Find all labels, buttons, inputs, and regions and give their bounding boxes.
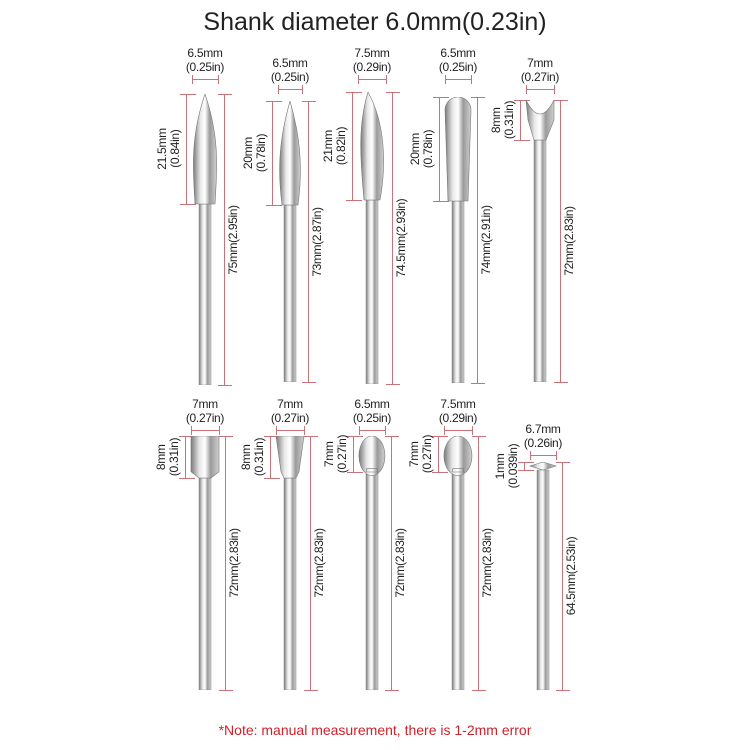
total-length-label: 72mm(2.83in) bbox=[227, 528, 241, 598]
length-tick bbox=[472, 690, 486, 691]
head-height-label bbox=[323, 435, 349, 473]
length-dimension-line bbox=[310, 436, 311, 690]
head-mm: 21.5mm bbox=[155, 128, 169, 170]
flame-bit-icon bbox=[276, 101, 304, 382]
length-dimension-line bbox=[562, 462, 563, 690]
blade-bit-icon bbox=[356, 92, 388, 384]
width-dimension-line bbox=[191, 430, 219, 431]
width-mm-label: 7mm bbox=[192, 397, 218, 411]
length-tick bbox=[386, 384, 400, 385]
width-in-label: (0.25in) bbox=[185, 60, 225, 74]
width-tick bbox=[302, 85, 303, 94]
width-tick bbox=[386, 75, 387, 84]
head-mm: 8mm bbox=[489, 107, 503, 133]
ball-bit-icon bbox=[442, 436, 474, 690]
width-mm-label: 7mm bbox=[277, 397, 303, 411]
length-dimension-line bbox=[225, 436, 226, 690]
round-nose-bit-icon bbox=[443, 97, 473, 383]
width-in-label: (0.25in) bbox=[270, 70, 310, 84]
width-tick bbox=[358, 75, 359, 84]
width-in-label: (0.27in) bbox=[270, 411, 310, 425]
head-dimension-line bbox=[186, 94, 187, 204]
width-mm-label: 6.5mm bbox=[272, 56, 308, 70]
width-tick bbox=[276, 426, 277, 435]
width-dimension-line bbox=[278, 89, 302, 90]
width-dimension-line bbox=[359, 430, 385, 431]
head-height-label bbox=[494, 444, 520, 489]
head-height-label bbox=[490, 101, 516, 139]
disc-bit-icon bbox=[528, 462, 558, 690]
inverted-cone-bit-icon bbox=[274, 436, 306, 690]
width-tick bbox=[556, 451, 557, 460]
length-dimension-line bbox=[308, 101, 309, 382]
length-tick bbox=[556, 462, 570, 463]
width-dimension-line bbox=[358, 79, 386, 80]
length-tick bbox=[218, 94, 232, 95]
cylinder-bit-icon bbox=[189, 436, 221, 690]
width-in-label: (0.26in) bbox=[523, 436, 563, 450]
width-dimension-line bbox=[444, 430, 472, 431]
width-tick bbox=[278, 85, 279, 94]
head-in: (0.31in) bbox=[252, 437, 266, 477]
width-in-label: (0.25in) bbox=[352, 411, 392, 425]
total-length-label: 72mm(2.83in) bbox=[480, 528, 494, 598]
length-tick bbox=[219, 436, 233, 437]
length-tick bbox=[219, 690, 233, 691]
total-length-label: 74.5mm(2.93in) bbox=[394, 198, 408, 278]
length-tick bbox=[304, 436, 318, 437]
width-mm-label: 6.5mm bbox=[187, 46, 223, 60]
width-in-label: (0.27in) bbox=[520, 70, 560, 84]
total-length-label: 73mm(2.87in) bbox=[310, 206, 324, 277]
length-tick bbox=[302, 101, 316, 102]
length-dimension-line bbox=[392, 92, 393, 384]
width-dimension-line bbox=[526, 89, 554, 90]
width-tick bbox=[304, 426, 305, 435]
head-height-label bbox=[155, 438, 181, 476]
total-length-label: 72mm(2.83in) bbox=[312, 528, 326, 598]
head-mm: 20mm bbox=[408, 132, 422, 166]
total-length-label: 64.5mm(2.53in) bbox=[564, 536, 578, 616]
total-length-label: 74mm(2.91in) bbox=[479, 205, 493, 275]
width-dimension-line bbox=[192, 79, 218, 80]
length-dimension-line bbox=[478, 436, 479, 690]
width-mm-label: 6.5mm bbox=[440, 46, 476, 60]
total-length-label: 72mm(2.83in) bbox=[562, 206, 576, 276]
width-in-label: (0.29in) bbox=[438, 411, 478, 425]
length-tick bbox=[304, 690, 318, 691]
length-tick bbox=[472, 436, 486, 437]
length-tick bbox=[218, 385, 232, 386]
width-tick bbox=[191, 426, 192, 435]
head-dimension-line bbox=[438, 436, 439, 472]
width-mm-label: 7mm bbox=[527, 56, 553, 70]
head-mm: 1mm bbox=[493, 453, 507, 479]
width-in-label: (0.25in) bbox=[438, 60, 478, 74]
width-tick bbox=[471, 75, 472, 84]
head-in: (0.27in) bbox=[420, 434, 434, 474]
head-dimension-line bbox=[353, 436, 354, 472]
head-mm: 7mm bbox=[407, 441, 421, 467]
width-tick bbox=[526, 85, 527, 94]
width-in-label: (0.29in) bbox=[352, 60, 392, 74]
length-dimension-line bbox=[391, 436, 392, 690]
head-dimension-line bbox=[270, 436, 271, 478]
head-in: (0.039in) bbox=[506, 443, 520, 489]
width-mm-label: 7.5mm bbox=[440, 397, 476, 411]
head-in: (0.78in) bbox=[254, 133, 268, 173]
width-tick bbox=[445, 75, 446, 84]
length-tick bbox=[385, 690, 399, 691]
width-in-label: (0.27in) bbox=[185, 411, 225, 425]
length-tick bbox=[554, 100, 568, 101]
width-mm-label: 7.5mm bbox=[354, 46, 390, 60]
length-dimension-line bbox=[560, 100, 561, 382]
length-tick bbox=[471, 383, 485, 384]
head-dimension-line bbox=[520, 100, 521, 140]
length-tick bbox=[471, 97, 485, 98]
head-height-label bbox=[242, 134, 268, 172]
head-dimension-line bbox=[272, 101, 273, 205]
width-tick bbox=[219, 426, 220, 435]
width-dimension-line bbox=[445, 79, 471, 80]
head-dimension-line bbox=[439, 97, 440, 201]
width-tick bbox=[385, 426, 386, 435]
head-in: (0.31in) bbox=[502, 100, 516, 140]
head-mm: 8mm bbox=[154, 444, 168, 470]
length-dimension-line bbox=[477, 97, 478, 383]
head-dimension-line bbox=[352, 92, 353, 200]
head-height-label bbox=[408, 435, 434, 473]
width-tick bbox=[554, 85, 555, 94]
head-in: (0.84in) bbox=[168, 129, 182, 169]
head-in: (0.31in) bbox=[167, 437, 181, 477]
length-tick bbox=[302, 382, 316, 383]
head-mm: 21mm bbox=[321, 129, 335, 163]
head-height-label bbox=[156, 128, 182, 170]
head-mm: 7mm bbox=[322, 441, 336, 467]
width-tick bbox=[472, 426, 473, 435]
width-tick bbox=[192, 75, 193, 84]
total-length-label: 75mm(2.95in) bbox=[226, 204, 240, 275]
total-length-label: 72mm(2.83in) bbox=[393, 528, 407, 598]
head-height-label bbox=[240, 438, 266, 476]
length-tick bbox=[386, 92, 400, 93]
length-dimension-line bbox=[224, 94, 225, 385]
width-mm-label: 6.7mm bbox=[525, 422, 561, 436]
width-tick bbox=[218, 75, 219, 84]
point-bit-icon bbox=[190, 94, 220, 385]
measurement-note: *Note: manual measurement, there is 1-2mm error bbox=[218, 722, 532, 738]
length-tick bbox=[385, 436, 399, 437]
width-dimension-line bbox=[276, 430, 304, 431]
concave-bit-icon bbox=[524, 100, 556, 382]
head-mm: 20mm bbox=[241, 136, 255, 170]
head-height-label bbox=[409, 130, 435, 168]
head-dimension-line bbox=[524, 462, 525, 470]
width-mm-label: 6.5mm bbox=[354, 397, 390, 411]
head-height-label bbox=[322, 127, 348, 165]
length-tick bbox=[554, 382, 568, 383]
head-dimension-line bbox=[185, 436, 186, 478]
length-tick bbox=[556, 690, 570, 691]
page-title: Shank diameter 6.0mm(0.23in) bbox=[203, 8, 547, 36]
width-tick bbox=[359, 426, 360, 435]
head-in: (0.82in) bbox=[334, 126, 348, 166]
half-ball-bit-icon bbox=[357, 436, 387, 690]
head-in: (0.27in) bbox=[335, 434, 349, 474]
width-tick bbox=[444, 426, 445, 435]
width-tick bbox=[530, 451, 531, 460]
width-dimension-line bbox=[530, 455, 556, 456]
head-in: (0.78in) bbox=[421, 129, 435, 169]
head-mm: 8mm bbox=[239, 444, 253, 470]
